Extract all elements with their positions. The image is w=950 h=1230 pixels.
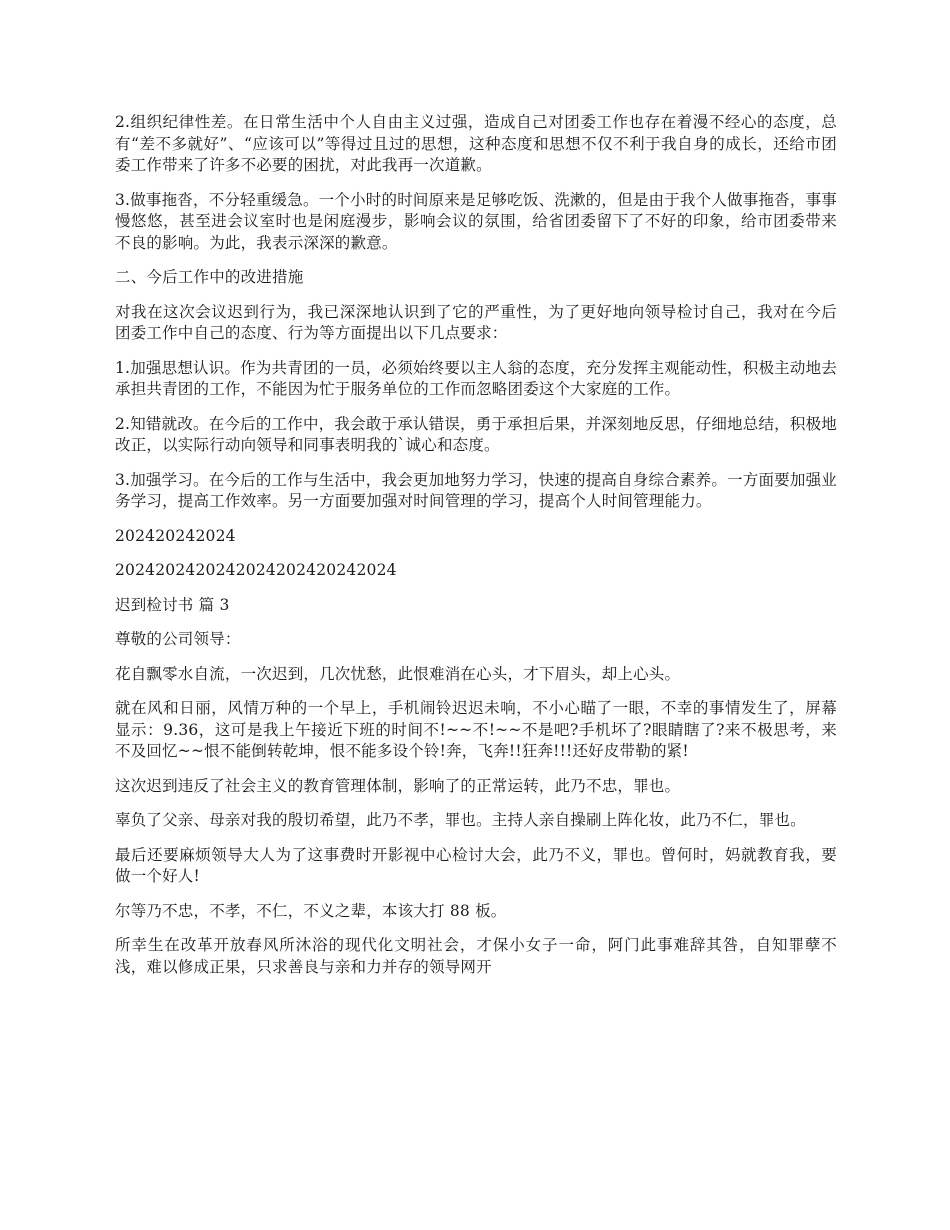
paragraph-poem: 花自飘零水自流，一次迟到，几次忧愁，此恨难消在心头，才下眉头，却上心头。: [115, 664, 681, 683]
paragraph-requirement-2: 2.知错就改。在今后的工作中，我会敢于承认错误，勇于承担后果，并深刻地反思，仔细地总结，积极地改正，以实际行动向领导和同事表明我的`诚心和态度。: [115, 414, 837, 454]
paragraph-discipline: 2.组织纪律性差。在日常生活中个人自由主义过强，造成自己对团委工作也存在着漫不经心的态度，总有“差不多就好”、“应该可以”等得过且过的思想，这种态度和思想不仅不利于我自身的成长，还给市团委工作带来了许多不必要的困扰，对此我再一次道歉。: [115, 113, 837, 174]
paragraph-procrastination: 3.做事拖沓，不分轻重缓急。一个小时的时间原来是足够吃饭、洗漱的，但是由于我个人做事拖沓，事事慢悠悠，甚至进会议室时也是闲庭漫步，影响会议的氛围，给省团委留下了不好的印象，给市团委带来不良的影响。为此，我表示深深的歉意。: [115, 190, 837, 252]
paragraph-intro-requirements: 对我在这次会议迟到行为，我已深深地认识到了它的严重性，为了更好地向领导检讨自己，我对在今后团委工作中自己的态度、行为等方面提出以下几点要求：: [115, 302, 837, 342]
paragraph-punishment: 尔等乃不忠，不孝，不仁，不义之辈，本该大打 88 板。: [115, 901, 507, 920]
paragraph-requirement-1: 1.加强思想认识。作为共青团的一员，必须始终要以主人翁的态度，充分发挥主观能动性，积极主动地去承担共青团的工作，不能因为忙于服务单位的工作而忽略团委这个大家庭的工作。: [115, 358, 837, 398]
year-line-long: 2024202420242024202420242024: [115, 561, 397, 579]
paragraph-morning-story: 就在风和日丽，风情万种的一个早上，手机闹铃迟迟未响，不小心瞄了一眼，不幸的事情发生了，屏幕显示：9.36，这可是我上午接近下班的时间不!~~不!~~不是吧?手机坏了?眼睛瞎了?来不极思考，来不及回忆~~恨不能倒转乾坤，恨不能多设个铃!奔，飞奔!!狂奔!!!还好皮带勒的紧!: [115, 699, 837, 760]
article-title: 迟到检讨书 篇 3: [115, 595, 230, 614]
paragraph-not-righteous: 最后还要麻烦领导大人为了这事费时开影视中心检讨大会，此乃不义，罪也。曾何时，妈就教育我，要做一个好人!: [115, 845, 837, 885]
paragraph-requirement-3: 3.加强学习。在今后的工作与生活中，我会更加地努力学习，快速的提高自身综合素养。一方面要加强业务学习，提高工作效率。另一方面要加强对时间管理的学习，提高个人时间管理能力。: [115, 470, 837, 510]
document-body: [115, 112, 837, 991]
salutation: 尊敬的公司领导：: [115, 630, 241, 648]
paragraph-not-loyal: 这次迟到违反了社会主义的教育管理体制，影响了的正常运转，此乃不忠，罪也。: [115, 776, 681, 795]
paragraph-plea: 所幸生在改革开放春风所沐浴的现代化文明社会，才保小女子一命，阿门此事难辞其咎，自知罪孽不浅，难以修成正果，只求善良与亲和力并存的领导网开: [115, 936, 837, 976]
year-line-short: 202420242024: [115, 526, 236, 545]
section-heading-improvements: 二、今后工作中的改进措施: [115, 268, 304, 286]
paragraph-not-filial: 辜负了父亲、母亲对我的殷切希望，此乃不孝，罪也。主持人亲自操刷上阵化妆，此乃不仁，罪也。: [115, 811, 806, 829]
